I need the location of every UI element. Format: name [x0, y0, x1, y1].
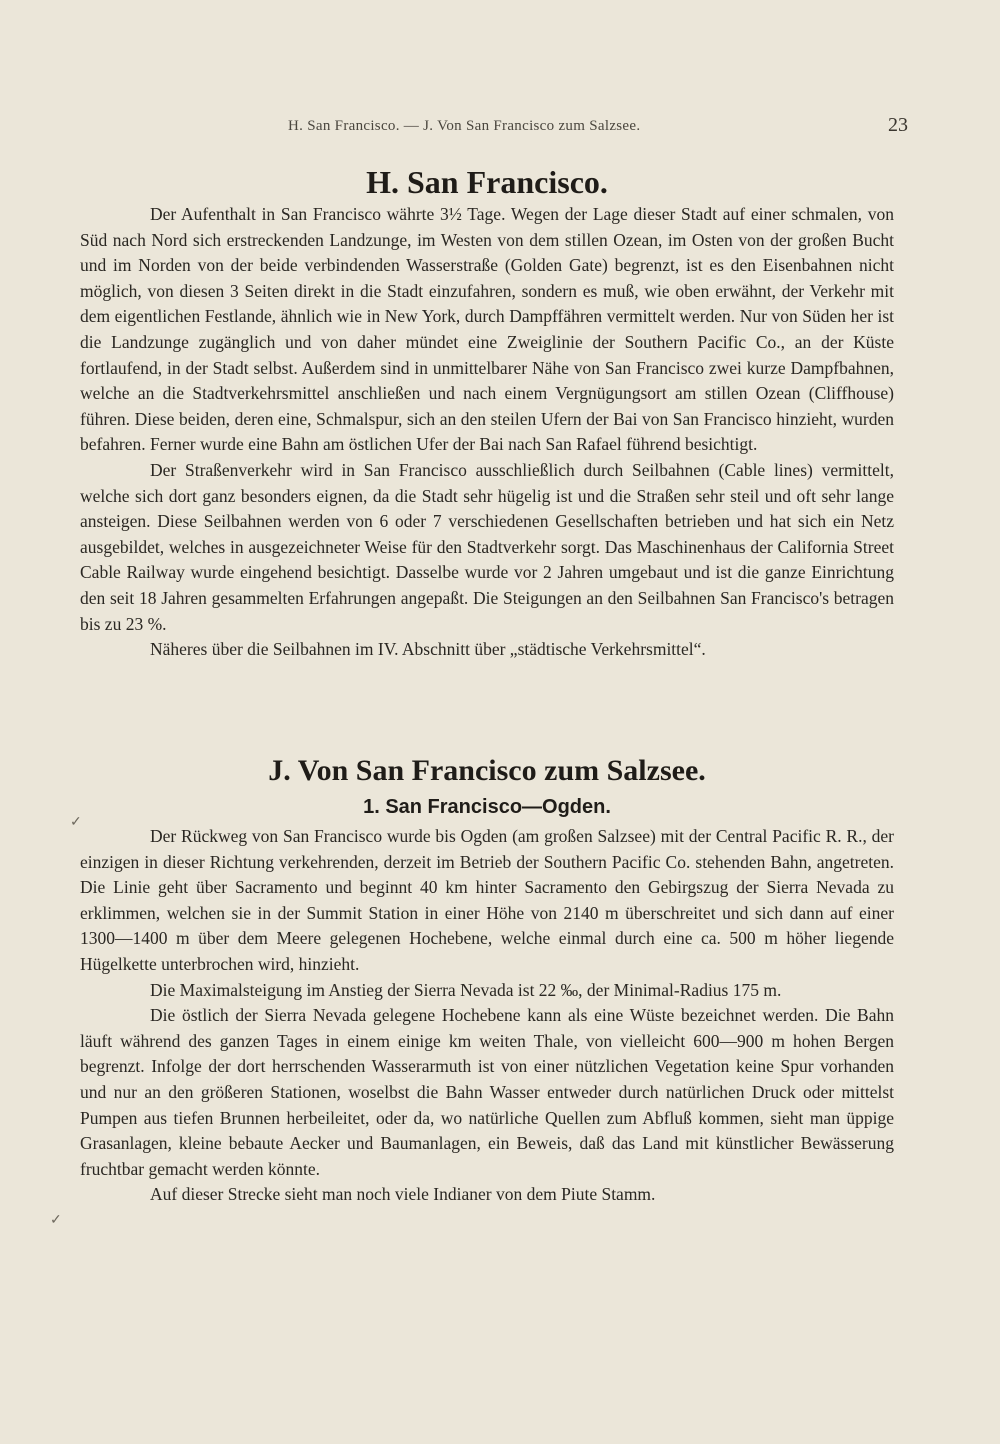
paragraph-reference: Näheres über die Seilbahnen im IV. Abschnitt über „städtische Verkehrsmittel“. — [150, 639, 706, 660]
paragraph-gradient: Die Maximalsteigung im Anstieg der Sierra Nevada ist 22 ‰, der Minimal-Radius 175 m. — [150, 979, 782, 1000]
paragraph-return-route: Der Rückweg von San Francisco wurde bis Ogden (am großen Salzsee) mit der Central Pacific R. R., der einzigen in dieser Richtung verkehrenden, derzeit im Betrieb der Southern Pacific Co. stehenden Bahn, angetreten. Die Linie geht über Sacramento und beginnt 40 km hinter Sacramento den Gebirgszug der Sierra Nevada zu erklimmen, welchen sie in der Summit Station in einer Höhe von 2140 m überschreitet und sich dann auf einer 1300—1400 m über dem Meere gelegenen Hochebene, welche einmal durch eine ca. 500 m höher liegende Hügelkette unterbrochen wird, hinzieht. — [80, 826, 894, 974]
paragraph-indians: Auf dieser Strecke sieht man noch viele Indianer von dem Piute Stamm. — [150, 1184, 656, 1205]
section-body-san-francisco — [80, 202, 894, 663]
ink-speck: ✓ — [70, 814, 82, 830]
section-body-salt-lake — [80, 824, 894, 1208]
section-heading-salt-lake: J. Von San Francisco zum Salzsee. — [268, 754, 706, 787]
paragraph-cable-lines: Der Straßenverkehr wird in San Francisco ausschließlich durch Seilbahnen (Cable lines) vermittelt, welche sich dort ganz besonders eignen, da die Stadt sehr hügelig ist und die Straßen sehr steil und oft sehr lange ansteigen. Diese Seilbahnen werden von 6 oder 7 verschiedenen Gesellschaften betrieben und hat sich ein Netz ausgebildet, welches in ausgezeichneter Weise für den Stadtverkehr sorgt. Das Maschinenhaus der California Street Cable Railway wurde eingehend besichtigt. Dasselbe wurde vor 2 Jahren umgebaut und ist die ganze Einrichtung den seit 18 Jahren gesammelten Erfahrungen angepaßt. Die Steigungen an den Seilbahnen San Francisco's betragen bis zu 23 %. — [80, 459, 894, 634]
page-number: 23 — [888, 114, 908, 136]
running-head: H. San Francisco. — J. Von San Francisco zum Salzsee. — [288, 118, 641, 134]
ink-speck: ✓ — [50, 1212, 62, 1228]
subsection-heading-ogden: 1. San Francisco—Ogden. — [363, 796, 611, 818]
section-heading-san-francisco: H. San Francisco. — [366, 164, 608, 200]
paragraph-stay: Der Aufenthalt in San Francisco währte 3½ Tage. Wegen der Lage dieser Stadt auf einer schmalen, von Süd nach Nord sich erstreckenden Landzunge, im Westen von dem stillen Ozean, im Osten von der großen Bucht und im Norden von der beide verbindenden Wasserstraße (Golden Gate) begrenzt, ist es den Eisenbahnen nicht möglich, von diesen 3 Seiten direkt in die Stadt einzufahren, sondern es muß, wie oben erwähnt, der Verkehr mit dem eigentlichen Festlande, ähnlich wie in New York, durch Dampffähren vermittelt werden. Nur von Süden her ist die Landzunge zugänglich und von daher mündet eine Zweiglinie der Southern Pacific Co., an der Küste fortlaufend, in der Stadt selbst. Außerdem sind in unmittelbarer Nähe von San Francisco zwei kurze Dampfbahnen, welche an die Stadtverkehrsmittel anschließen und nach einem Vergnügungsort am stillen Ozean (Cliffhouse) führen. Diese beiden, deren eine, Schmalspur, sich an den steilen Ufern der Bai von San Francisco hinzieht, wurden befahren. Ferner wurde eine Bahn am östlichen Ufer der Bai nach San Rafael führend besichtigt. — [80, 204, 894, 455]
paragraph-desert: Die östlich der Sierra Nevada gelegene Hochebene kann als eine Wüste bezeichnet werden. Die Bahn läuft während des ganzen Tages in einem einige km weiten Thale, von vielleicht 600—900 m hohen Bergen begrenzt. Infolge der dort herrschenden Wasserarmuth ist von einer nützlichen Vegetation keine Spur vorhanden und nur an den größeren Stationen, woselbst die Bahn Wasser entweder durch natürlichen Druck oder mittelst Pumpen aus tiefen Brunnen herbeileitet, oder da, wo natürliche Quellen zum Abfluß kommen, sieht man üppige Grasanlagen, kleine bebaute Aecker und Baumanlagen, ein Beweis, daß das Land mit künstlicher Bewässerung fruchtbar gemacht werden könnte. — [80, 1005, 894, 1179]
